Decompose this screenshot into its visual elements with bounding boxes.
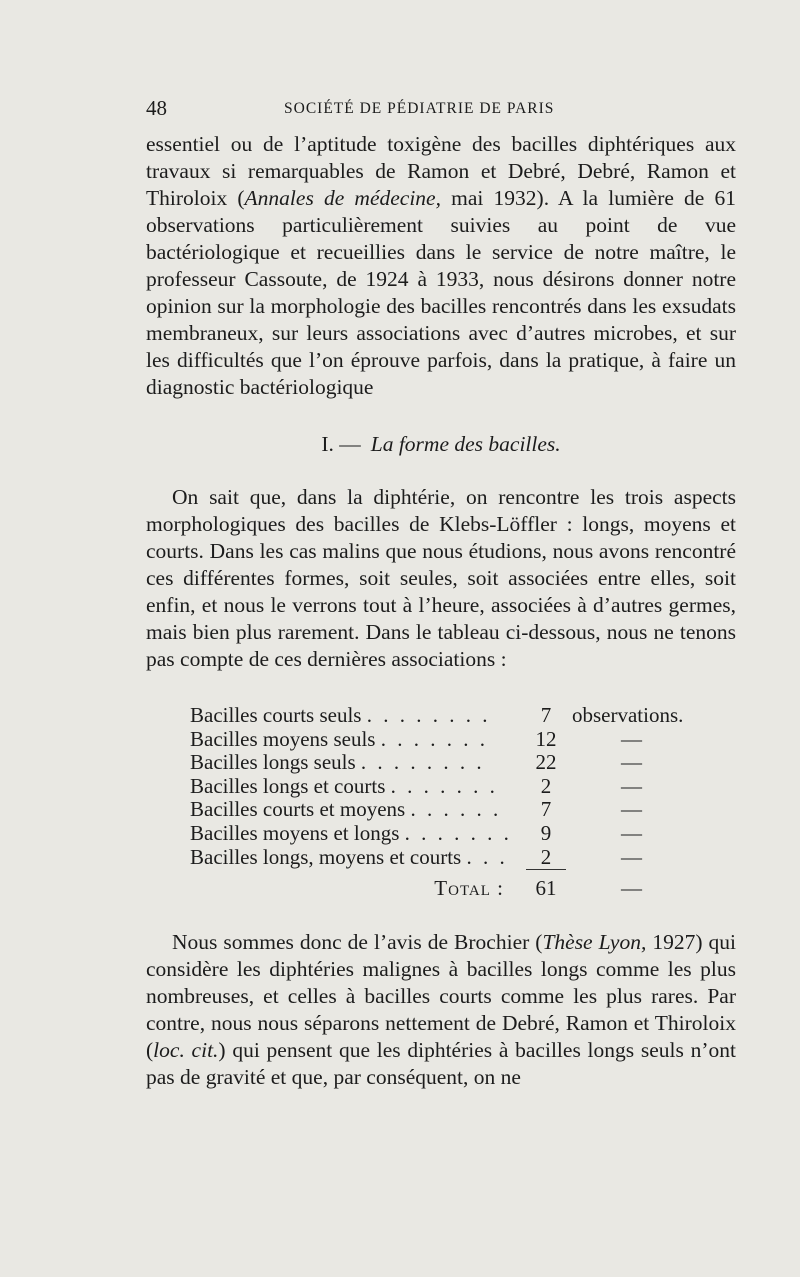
page-number: 48 xyxy=(146,96,167,120)
loc-cit-citation: loc. cit. xyxy=(153,1038,219,1062)
row-label: Bacilles longs, moyens et courts xyxy=(190,845,462,870)
row-unit: — xyxy=(621,797,642,822)
total-unit: — xyxy=(621,876,642,901)
journal-citation: Annales de médecine, xyxy=(244,186,441,210)
row-label: Bacilles longs et courts xyxy=(190,774,386,798)
section-number: I. — xyxy=(321,432,361,456)
observations-table-body xyxy=(190,704,697,906)
leader-dots: . . . . . . . xyxy=(390,774,498,798)
paragraph-intro xyxy=(146,131,736,401)
leader-dots: . . . . . . . xyxy=(404,821,512,845)
paragraph-conclusion-text-2: 1927) qui considère les diphtéries malignes à bacilles longs comme les plus nombreuses, et celles à bacilles courts comme les plus rares. Par contre, nous nous séparons nettement de Debré, Ramon et Thiroloix ( xyxy=(146,930,736,1062)
row-count: 9 xyxy=(540,820,552,845)
row-label: Bacilles courts seuls xyxy=(190,704,362,727)
row-unit: observations. xyxy=(572,703,684,727)
row-count: 7 xyxy=(540,703,552,727)
leader-dots: . . . . . . . xyxy=(380,727,488,751)
paragraph-conclusion xyxy=(146,929,736,1091)
paragraph-morphology: On sait que, dans la diphtérie, on rencontre les trois aspects morphologiques des bacilles de Klebs-Löffler : longs, moyens et courts. Dans les cas malins que nous étudions, nous avons rencontré ces différentes formes, soit seules, soit associées entre elles, soit enfin, et nous le verrons tout à l’heure, associées à d’autres germes, mais bien plus rarement. Dans le tableau ci-dessous, nous ne tenons pas compte de ces dernières associations : xyxy=(146,485,736,671)
row-label-cell xyxy=(190,798,526,822)
row-label: Bacilles moyens et longs xyxy=(190,821,400,845)
row-count: 22 xyxy=(535,750,557,775)
table-row xyxy=(190,775,697,799)
row-count: 7 xyxy=(540,797,552,822)
table-row xyxy=(190,751,697,775)
row-label-cell xyxy=(190,728,526,752)
thesis-citation: Thèse Lyon, xyxy=(542,930,647,954)
leader-dots: . . . xyxy=(466,845,508,870)
table-row xyxy=(190,704,697,728)
page-header xyxy=(146,96,736,122)
row-label-cell xyxy=(190,704,526,728)
row-count: 12 xyxy=(535,726,557,751)
table-total-row xyxy=(190,870,697,907)
total-label: Total : xyxy=(434,876,504,901)
paragraph-conclusion-text-3: ) qui pensent que les diphtéries à bacilles longs seuls n’ont pas de gravité et que, par conséquent, on ne xyxy=(146,1038,736,1089)
total-label-cell xyxy=(190,870,526,907)
row-label-cell xyxy=(190,846,526,870)
row-unit: — xyxy=(621,845,642,870)
row-label: Bacilles longs seuls xyxy=(190,751,356,775)
row-count: 2 xyxy=(540,773,552,798)
table-row xyxy=(190,846,697,870)
observations-table xyxy=(190,704,697,906)
row-count: 2 xyxy=(540,844,552,869)
running-title: SOCIÉTÉ DE PÉDIATRIE DE PARIS xyxy=(284,100,555,117)
total-count: 61 xyxy=(526,870,566,907)
paragraph-conclusion-text-1: Nous sommes donc de l’avis de Brochier ( xyxy=(172,930,543,954)
table-row xyxy=(190,798,697,822)
row-unit: — xyxy=(621,750,642,775)
leader-dots: . . . . . . . . xyxy=(360,751,485,775)
row-label-cell xyxy=(190,775,526,799)
row-unit: — xyxy=(621,820,642,845)
table-row xyxy=(190,728,697,752)
table-row xyxy=(190,822,697,846)
row-unit: — xyxy=(621,726,642,751)
row-label: Bacilles courts et moyens xyxy=(190,798,406,822)
row-label-cell xyxy=(190,751,526,775)
row-unit: — xyxy=(621,773,642,798)
leader-dots: . . . . . . . . xyxy=(366,704,491,727)
section-title: La forme des bacilles. xyxy=(370,432,561,456)
section-heading xyxy=(146,432,736,457)
row-label-cell xyxy=(190,822,526,846)
row-label: Bacilles moyens seuls xyxy=(190,727,376,751)
leader-dots: . . . . . . xyxy=(410,798,502,822)
paragraph-intro-text-2: mai 1932). A la lumière de 61 observations particulièrement suivies au point de vue bactériologique et recueillies dans le service de notre maître, le professeur Cassoute, de 1924 à 1933, nous désirons donner notre opinion sur la morphologie des bacilles rencontrés dans les exsudats membraneux, sur leurs associations avec d’autres microbes, et sur les difficultés que l’on éprouve parfois, dans la pratique, à faire un diagnostic bactériologique xyxy=(146,186,737,399)
paragraph-intro-text-1: essentiel ou de l’aptitude toxigène des bacilles diphtériques aux travaux si remarquables de Ramon et Debré, Debré, Ramon et Thiroloix ( xyxy=(146,132,736,210)
